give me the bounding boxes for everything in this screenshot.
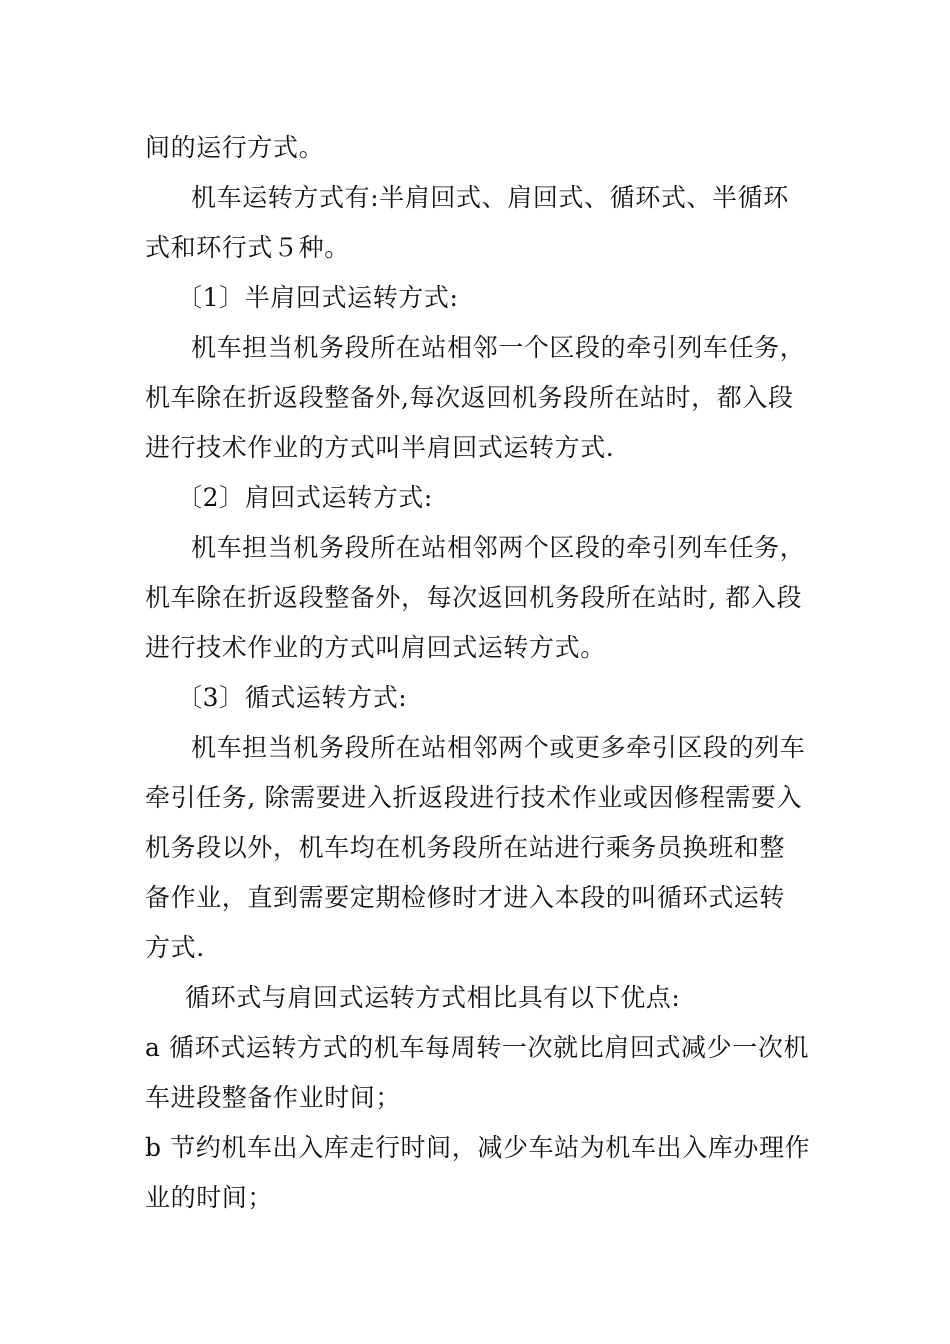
section-heading: 〔1〕半肩回式运转方式: [177, 283, 459, 312]
list-item: a 循环式运转方式的机车每周转一次就比肩回式减少一次机 [145, 1033, 810, 1062]
paragraph-line: 业的时间； [145, 1183, 274, 1212]
paragraph-line: 备作业，直到需要定期检修时才进入本段的叫循环式运转 [145, 883, 786, 912]
paragraph-line: 车进段整备作业时间； [145, 1083, 402, 1112]
paragraph-line: 式和环行式５种。 [145, 233, 350, 262]
paragraph-line: 间的运行方式。 [145, 133, 325, 162]
section-heading: 〔2〕肩回式运转方式: [177, 483, 433, 512]
paragraph-line: 进行技术作业的方式叫肩回式运转方式。 [145, 633, 606, 662]
paragraph-line: 机车除在折返段整备外，每次返回机务段所在站时, 都入段 [145, 583, 803, 612]
paragraph-line: 机车担当机务段所在站相邻一个区段的牵引列车任务， [191, 333, 806, 362]
paragraph-line: 机车担当机务段所在站相邻两个区段的牵引列车任务， [191, 533, 806, 562]
paragraph-line: 进行技术作业的方式叫半肩回式运转方式. [145, 433, 615, 462]
paragraph-line: 机车担当机务段所在站相邻两个或更多牵引区段的列车 [191, 733, 806, 762]
paragraph-line: 机务段以外，机车均在机务段所在站进行乘务员换班和整 [145, 833, 786, 862]
list-item: b 节约机车出入库走行时间，减少车站为机车出入库办理作 [145, 1133, 811, 1162]
section-heading: 〔3〕循式运转方式: [177, 683, 408, 712]
document-body [145, 123, 810, 1223]
paragraph-line: 机车运转方式有:半肩回式、肩回式、循环式、半循环 [191, 183, 789, 212]
paragraph-line: 机车除在折返段整备外,每次返回机务段所在站时，都入段 [145, 383, 794, 412]
paragraph-line: 方式. [145, 933, 205, 962]
paragraph-line: 循环式与肩回式运转方式相比具有以下优点: [185, 983, 681, 1012]
paragraph-line: 牵引任务, 除需要进入折返段进行技术作业或因修程需要入 [145, 783, 803, 812]
